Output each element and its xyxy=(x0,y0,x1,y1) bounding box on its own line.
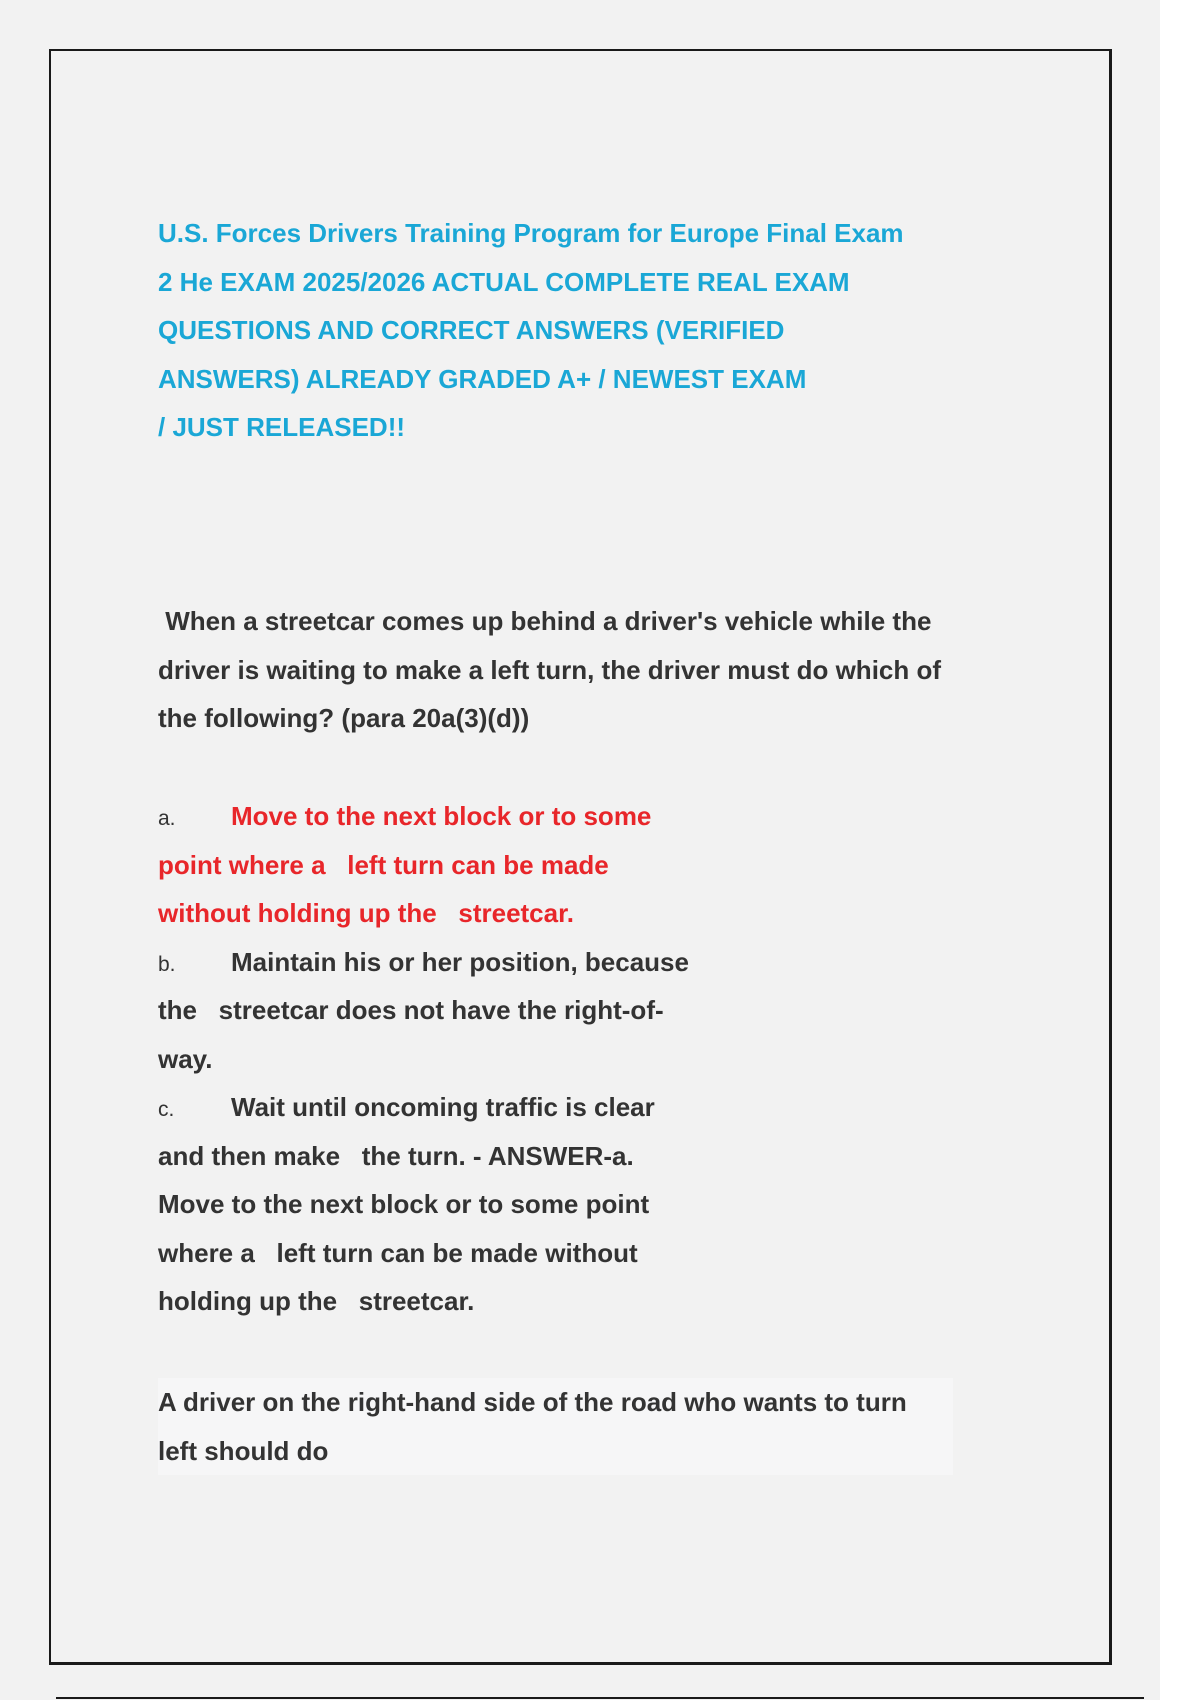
option-b-text: way. xyxy=(158,1043,213,1074)
option-a-label: a. xyxy=(158,807,176,830)
option-b-text: Maintain his or her position, because xyxy=(231,946,689,977)
next-page-divider xyxy=(56,1697,1144,1699)
option-a-text: without holding up the streetcar. xyxy=(158,898,575,928)
answer-text: where a left turn can be made without xyxy=(158,1237,638,1268)
title-line: QUESTIONS AND CORRECT ANSWERS (VERIFIED xyxy=(158,315,785,345)
title-line: U.S. Forces Drivers Training Program for Europe Final Exam xyxy=(158,218,904,248)
option-c-text: Wait until oncoming traffic is clear xyxy=(231,1092,655,1122)
document-title xyxy=(158,209,998,452)
option-a-text: point where a left turn can be made xyxy=(158,849,609,880)
title-line: 2 He EXAM 2025/2026 ACTUAL COMPLETE REAL EXAM xyxy=(158,266,850,297)
question-1-text xyxy=(158,597,1038,743)
question-1-options xyxy=(158,792,1038,1326)
question-line: When a streetcar comes up behind a driver's vehicle while the xyxy=(158,606,932,636)
option-b-label: b. xyxy=(158,952,176,976)
option-a-text: Move to the next block or to some xyxy=(231,801,652,831)
question-line: left should do xyxy=(158,1427,953,1476)
answer-text: holding up the streetcar. xyxy=(158,1286,475,1316)
answer-text: Move to the next block or to some point xyxy=(158,1189,650,1219)
question-line: driver is waiting to make a left turn, the driver must do which of xyxy=(158,654,942,685)
option-a xyxy=(158,792,1038,841)
title-line: / JUST RELEASED!! xyxy=(158,412,406,442)
option-b-text: the streetcar does not have the right-of- xyxy=(158,995,664,1025)
option-c xyxy=(158,1083,1038,1132)
option-c-text: and then make the turn. - ANSWER-a. xyxy=(158,1140,634,1171)
question-line: A driver on the right-hand side of the road who wants to turn xyxy=(158,1378,953,1427)
option-b xyxy=(158,938,1038,987)
option-c-label: c. xyxy=(158,1098,175,1121)
question-2-text xyxy=(158,1378,1038,1475)
page-edge-strip xyxy=(1160,0,1200,1700)
title-line: ANSWERS) ALREADY GRADED A+ / NEWEST EXAM xyxy=(158,363,807,394)
question-line: the following? (para 20a(3)(d)) xyxy=(158,703,530,733)
